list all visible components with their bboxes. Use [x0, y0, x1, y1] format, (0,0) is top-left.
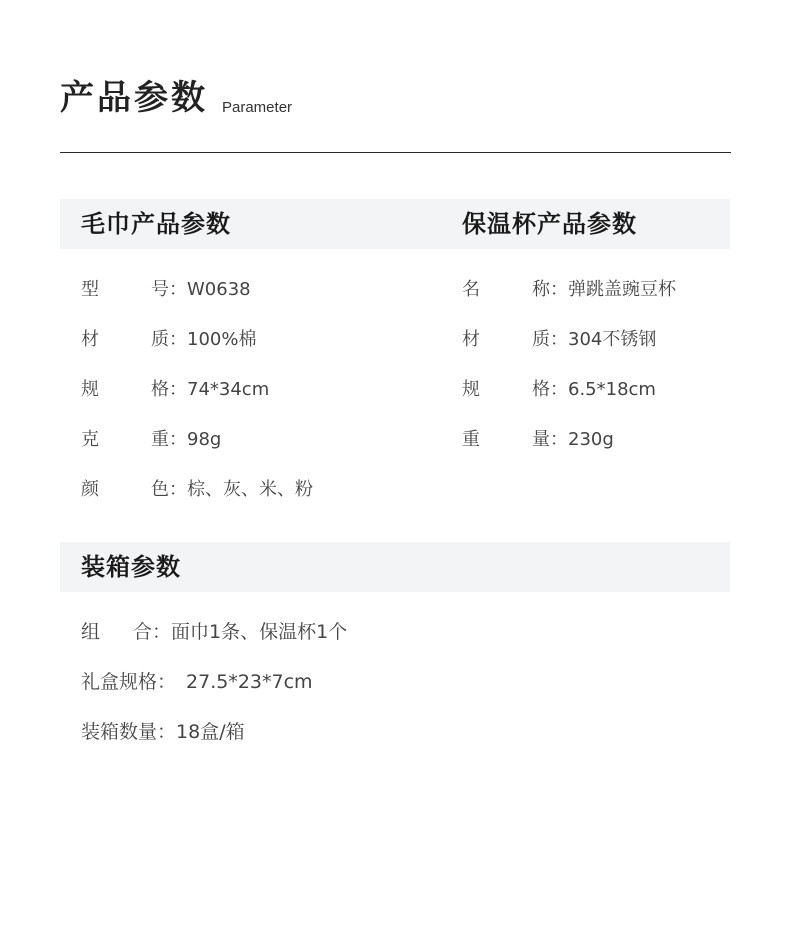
spec-key-char: 组	[81, 621, 101, 643]
packing-spec-gift-box-size	[81, 657, 347, 707]
towel-spec-weight	[81, 415, 313, 465]
spec-value: 27.5*23*7cm	[186, 671, 313, 693]
spec-value: 98g	[187, 429, 222, 450]
spec-value: 230g	[568, 429, 614, 450]
spec-colon: ：	[169, 479, 187, 500]
spec-key: 礼盒规格	[81, 671, 158, 693]
spec-key-char: 色	[151, 479, 169, 500]
cup-spec-weight	[462, 415, 676, 465]
spec-colon: ：	[550, 379, 568, 400]
spec-colon: ：	[550, 279, 568, 300]
towel-spec-model	[81, 265, 313, 315]
spec-value: 18盒/箱	[176, 721, 245, 743]
towel-spec-material	[81, 315, 313, 365]
spec-key-char: 型	[81, 279, 99, 300]
spec-colon: ：	[550, 429, 568, 450]
cup-spec-material	[462, 315, 676, 365]
cup-spec-name	[462, 265, 676, 315]
spec-value: 6.5*18cm	[568, 379, 656, 400]
spec-colon: ：	[157, 721, 177, 743]
spec-key-char: 材	[81, 329, 99, 350]
spec-key-char: 颜	[81, 479, 99, 500]
spec-colon: ：	[169, 379, 187, 400]
packing-band	[60, 542, 730, 592]
spec-colon: ：	[169, 279, 187, 300]
page-title: 产品参数	[60, 78, 208, 118]
spec-key-char: 规	[81, 379, 99, 400]
towel-section-title: 毛巾产品参数	[81, 210, 231, 238]
product-spec-band	[60, 199, 730, 249]
spec-value: 304不锈钢	[568, 329, 657, 350]
spec-key-char: 质	[151, 329, 169, 350]
spec-key-char: 合	[133, 621, 153, 643]
spec-value: 棕、灰、米、粉	[187, 479, 313, 500]
spec-value: 100%棉	[187, 329, 257, 350]
spec-colon: ：	[550, 329, 568, 350]
cup-section-title: 保温杯产品参数	[462, 210, 637, 238]
spec-key-char: 号	[151, 279, 169, 300]
spec-key: 装箱数量	[81, 721, 158, 743]
page-subtitle: Parameter	[222, 99, 293, 116]
spec-colon: ：	[152, 621, 172, 643]
spec-value: 弹跳盖豌豆杯	[568, 279, 676, 300]
spec-key-char: 材	[462, 329, 480, 350]
header-divider	[60, 152, 731, 153]
towel-spec-size	[81, 365, 313, 415]
packing-spec-carton-qty	[81, 707, 347, 757]
spec-key-char: 规	[462, 379, 480, 400]
spec-value: 74*34cm	[187, 379, 270, 400]
towel-spec-color	[81, 465, 313, 515]
spec-colon: ：	[169, 429, 187, 450]
packing-spec-list	[81, 607, 347, 757]
spec-key-char: 称	[532, 279, 550, 300]
spec-key-char: 重	[151, 429, 169, 450]
page-header	[60, 78, 292, 118]
spec-key-char: 量	[532, 429, 550, 450]
spec-key-char: 格	[532, 379, 550, 400]
spec-key-char: 质	[532, 329, 550, 350]
spec-key-char: 重	[462, 429, 480, 450]
spec-key-char: 格	[151, 379, 169, 400]
packing-spec-combo	[81, 607, 347, 657]
towel-spec-list	[81, 265, 313, 515]
spec-colon: ：	[169, 329, 187, 350]
spec-key-char: 名	[462, 279, 480, 300]
cup-spec-list	[462, 265, 676, 465]
spec-value: 面巾1条、保温杯1个	[171, 621, 348, 643]
packing-section-title: 装箱参数	[81, 553, 181, 581]
spec-key-char: 克	[81, 429, 99, 450]
spec-colon: ：	[157, 671, 177, 693]
spec-value: W0638	[187, 279, 251, 300]
cup-spec-size	[462, 365, 676, 415]
